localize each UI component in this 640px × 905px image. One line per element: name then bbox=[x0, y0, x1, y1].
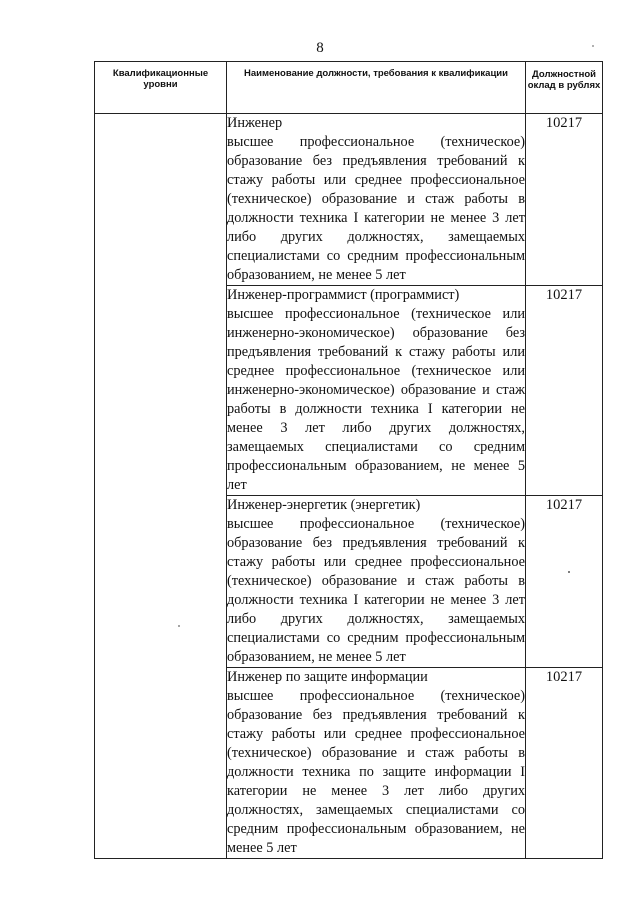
table-row bbox=[95, 114, 603, 286]
page-number: 8 bbox=[316, 40, 324, 56]
position-requirements: высшее профессиональное (техническое) образование без предъявления требований к стажу работы или среднее профессиональное (техническое) образование и стаж работы в должности техника I категории не менее 3 лет либо других должностях, замещаемых специалистами со средним профессиональным образованием, не менее 5 лет bbox=[227, 134, 525, 283]
position-title: Инженер-энергетик (энергетик) bbox=[227, 497, 421, 513]
salary-cell: 10217 bbox=[526, 496, 603, 668]
scan-speck bbox=[592, 45, 594, 47]
header-position-requirements: Наименование должности, требования к квалификации bbox=[227, 62, 526, 114]
salary-cell: 10217 bbox=[526, 286, 603, 496]
position-cell bbox=[227, 286, 526, 496]
position-requirements: высшее профессиональное (техническое) образование без предъявления требований к стажу работы или среднее профессиональное (техническое) образование и стаж работы в должности техника I категории не менее 3 лет либо других должностях, замещаемых специалистами со средним профессиональным образованием, не менее 5 лет bbox=[227, 516, 525, 665]
scan-speck bbox=[178, 625, 180, 627]
position-cell bbox=[227, 114, 526, 286]
position-title: Инженер по защите информации bbox=[227, 669, 428, 685]
salary-cell: 10217 bbox=[526, 668, 603, 859]
qualification-level-cell bbox=[95, 114, 227, 859]
salary-cell: 10217 bbox=[526, 114, 603, 286]
header-qualification-levels: Квалификационные уровни bbox=[95, 62, 227, 114]
header-salary: Должностной оклад в рублях bbox=[526, 62, 603, 114]
position-cell bbox=[227, 668, 526, 859]
position-cell bbox=[227, 496, 526, 668]
table-header-row bbox=[95, 62, 603, 114]
scan-speck bbox=[568, 571, 570, 573]
position-requirements: высшее профессиональное (техническое или инженерно-экономическое) образование без предъявления требований к стажу работы или среднее профессиональное (техническое или инженерно-экономическое) образование и стаж работы в должности техника I категории не менее 3 лет либо других должностях, замещаемых специалистами со средним профессиональным образованием, не менее 5 лет bbox=[227, 306, 525, 493]
position-title: Инженер bbox=[227, 115, 283, 131]
position-requirements: высшее профессиональное (техническое) образование без предъявления требований к стажу работы или среднее профессиональное (техническое) образование и стаж работы в должности техника по защите информации I категории не менее 3 лет либо других должностях, замещаемых специалистами со средним профессиональным образованием, не менее 5 лет bbox=[227, 688, 525, 856]
qualification-table bbox=[94, 61, 603, 859]
position-title: Инженер-программист (программист) bbox=[227, 287, 460, 303]
